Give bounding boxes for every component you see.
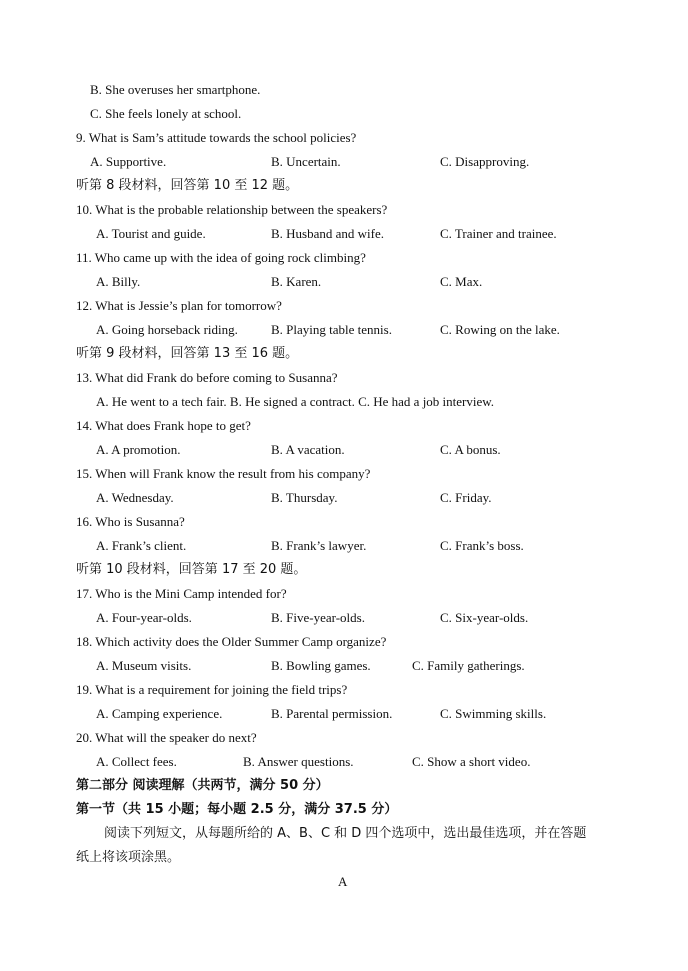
option-18b: B. Bowling games. bbox=[271, 658, 371, 673]
section-header-10: 听第 10 段材料，回答第 17 至 20 题。 bbox=[76, 562, 307, 577]
option-20c: C. Show a short video. bbox=[412, 754, 531, 769]
section-header-8: 听第 8 段材料，回答第 10 至 12 题。 bbox=[76, 178, 299, 193]
question-19: 19. What is a requirement for joining the field trips? bbox=[76, 682, 348, 697]
option-20b: B. Answer questions. bbox=[243, 754, 354, 769]
question-13: 13. What did Frank do before coming to Susanna? bbox=[76, 370, 338, 385]
option-18a: A. Museum visits. bbox=[96, 658, 192, 673]
option-14c: C. A bonus. bbox=[440, 442, 501, 457]
option-12a: A. Going horseback riding. bbox=[96, 322, 238, 337]
question-17: 17. Who is the Mini Camp intended for? bbox=[76, 586, 287, 601]
question-11: 11. Who came up with the idea of going rock climbing? bbox=[76, 250, 366, 265]
option-8b: B. She overuses her smartphone. bbox=[90, 82, 261, 97]
option-11b: B. Karen. bbox=[271, 274, 322, 289]
option-15a: A. Wednesday. bbox=[96, 490, 174, 505]
option-19a: A. Camping experience. bbox=[96, 706, 223, 721]
option-15c: C. Friday. bbox=[440, 490, 492, 505]
option-14a: A. A promotion. bbox=[96, 442, 181, 457]
option-17b: B. Five-year-olds. bbox=[271, 610, 365, 625]
option-11a: A. Billy. bbox=[96, 274, 141, 289]
option-20a: A. Collect fees. bbox=[96, 754, 177, 769]
option-14b: B. A vacation. bbox=[271, 442, 345, 457]
option-19b: B. Parental permission. bbox=[271, 706, 393, 721]
question-9: 9. What is Sam’s attitude towards the school policies? bbox=[76, 130, 357, 145]
option-17c: C. Six-year-olds. bbox=[440, 610, 529, 625]
question-14: 14. What does Frank hope to get? bbox=[76, 418, 251, 433]
option-16a: A. Frank’s client. bbox=[96, 538, 187, 553]
option-10a: A. Tourist and guide. bbox=[96, 226, 206, 241]
option-10c: C. Trainer and trainee. bbox=[440, 226, 557, 241]
options-13: A. He went to a tech fair. B. He signed a contract. C. He had a job interview. bbox=[96, 394, 495, 409]
option-8c: C. She feels lonely at school. bbox=[90, 106, 242, 121]
option-16b: B. Frank’s lawyer. bbox=[271, 538, 367, 553]
option-10b: B. Husband and wife. bbox=[271, 226, 385, 241]
section-one-heading: 第一节（共 15 小题；每小题 2.5 分，满分 37.5 分） bbox=[76, 802, 398, 817]
instruction-line-1: 阅读下列短文，从每题所给的 A、B、C 和 D 四个选项中，选出最佳选项，并在答题 bbox=[104, 826, 587, 841]
passage-label-a: A bbox=[338, 874, 348, 889]
option-17a: A. Four-year-olds. bbox=[96, 610, 192, 625]
question-20: 20. What will the speaker do next? bbox=[76, 730, 257, 745]
option-12c: C. Rowing on the lake. bbox=[440, 322, 560, 337]
option-11c: C. Max. bbox=[440, 274, 483, 289]
option-12b: B. Playing table tennis. bbox=[271, 322, 392, 337]
question-12: 12. What is Jessie’s plan for tomorrow? bbox=[76, 298, 282, 313]
option-19c: C. Swimming skills. bbox=[440, 706, 547, 721]
question-16: 16. Who is Susanna? bbox=[76, 514, 185, 529]
question-15: 15. When will Frank know the result from his company? bbox=[76, 466, 371, 481]
option-18c: C. Family gatherings. bbox=[412, 658, 525, 673]
instruction-line-2: 纸上将该项涂黑。 bbox=[76, 850, 181, 865]
option-15b: B. Thursday. bbox=[271, 490, 338, 505]
option-9b: B. Uncertain. bbox=[271, 154, 341, 169]
option-9c: C. Disapproving. bbox=[440, 154, 530, 169]
question-10: 10. What is the probable relationship between the speakers? bbox=[76, 202, 388, 217]
section-header-9: 听第 9 段材料，回答第 13 至 16 题。 bbox=[76, 346, 299, 361]
part-two-heading: 第二部分 阅读理解（共两节，满分 50 分） bbox=[76, 778, 329, 793]
question-18: 18. Which activity does the Older Summer Camp organize? bbox=[76, 634, 387, 649]
option-16c: C. Frank’s boss. bbox=[440, 538, 524, 553]
option-9a: A. Supportive. bbox=[90, 154, 167, 169]
